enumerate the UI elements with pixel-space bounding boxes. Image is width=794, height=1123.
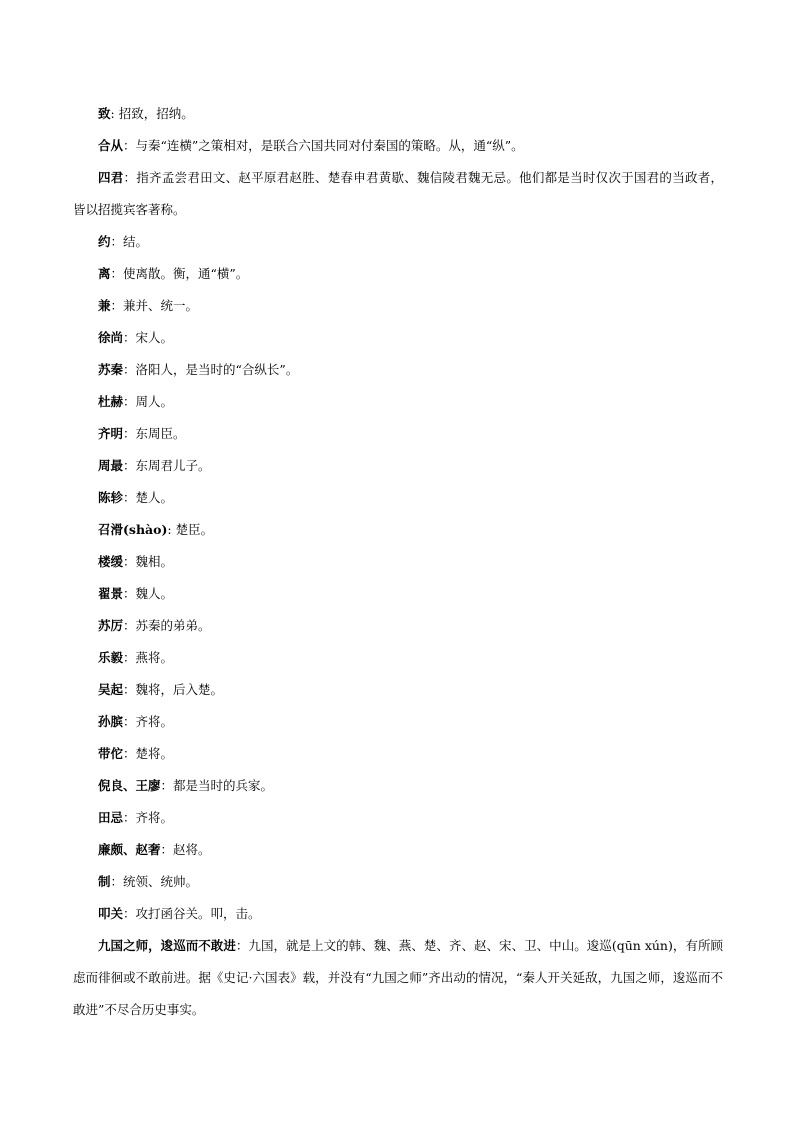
glossary-separator: ： bbox=[123, 170, 137, 185]
glossary-entry bbox=[73, 930, 723, 1026]
glossary-separator: ： bbox=[235, 938, 249, 953]
glossary-term: 离 bbox=[98, 266, 111, 281]
glossary-definition: 宋人。 bbox=[135, 330, 174, 345]
glossary-term: 倪良、王廖 bbox=[98, 778, 161, 793]
glossary-term: 兼 bbox=[98, 298, 111, 313]
glossary-definition: 燕将。 bbox=[135, 650, 174, 665]
glossary-definition: 东周君儿子。 bbox=[135, 458, 211, 473]
glossary-definition: 周人。 bbox=[135, 394, 174, 409]
glossary-entry bbox=[73, 386, 723, 418]
glossary-term: 苏厉 bbox=[98, 618, 124, 633]
glossary-entry bbox=[73, 546, 723, 578]
glossary-definition: 赵将。 bbox=[173, 842, 211, 857]
glossary-term: 制 bbox=[98, 874, 111, 889]
glossary-separator: ： bbox=[110, 266, 124, 281]
glossary-separator: ： bbox=[123, 458, 136, 473]
glossary-term: 约 bbox=[98, 234, 111, 249]
glossary-definition: 招致，招纳。 bbox=[118, 106, 194, 121]
glossary-entry bbox=[73, 482, 723, 514]
glossary-separator: ： bbox=[123, 362, 136, 377]
glossary-separator: ： bbox=[160, 842, 174, 857]
glossary-term: 合从 bbox=[98, 138, 124, 153]
glossary-definition: 统领、统帅。 bbox=[123, 874, 199, 889]
glossary-separator: ： bbox=[123, 650, 136, 665]
glossary-definition: 苏秦的弟弟。 bbox=[135, 618, 211, 633]
glossary-term: 吴起 bbox=[98, 682, 124, 697]
glossary-term: 四君 bbox=[98, 170, 124, 185]
glossary-entry bbox=[73, 290, 723, 322]
glossary-entry bbox=[73, 770, 723, 802]
glossary-entry bbox=[73, 98, 723, 130]
glossary-definition: 结。 bbox=[123, 234, 149, 249]
glossary-term: 孙膑 bbox=[98, 714, 124, 729]
glossary-term: 廉颇、赵奢 bbox=[98, 842, 161, 857]
glossary-definition: 楚臣。 bbox=[175, 522, 214, 537]
glossary-definition: 都是当时的兵家。 bbox=[173, 778, 274, 793]
glossary-entry bbox=[73, 642, 723, 674]
glossary-separator: ： bbox=[123, 426, 136, 441]
glossary-term: 徐尚 bbox=[98, 330, 124, 345]
glossary-separator: : bbox=[167, 522, 176, 537]
glossary-definition: 兼并、统一。 bbox=[123, 298, 199, 313]
glossary-definition: 楚人。 bbox=[135, 490, 174, 505]
glossary-entry bbox=[73, 706, 723, 738]
glossary-definition: 九国，就是上文的韩、魏、燕、楚、齐、赵、宋、卫、中山。逡巡(qūn xún)，有所顾虑而徘徊或不敢前进。据《史记·六国表》载，并没有“九国之师”齐出动的情况，“秦人开关延敌，九国之师，逡巡而不敢进”不尽合历史事实。 bbox=[73, 938, 723, 1017]
glossary-entry bbox=[73, 226, 723, 258]
glossary-term: 楼缓 bbox=[98, 554, 124, 569]
glossary-separator: ： bbox=[123, 586, 136, 601]
glossary-entry bbox=[73, 866, 723, 898]
glossary-definition: 魏相。 bbox=[135, 554, 174, 569]
glossary-separator: ： bbox=[123, 330, 136, 345]
glossary-entry bbox=[73, 802, 723, 834]
glossary-term: 叩关 bbox=[98, 906, 124, 921]
glossary-separator: ： bbox=[123, 906, 136, 921]
glossary-entry bbox=[73, 514, 723, 546]
glossary-separator: ： bbox=[123, 746, 136, 761]
glossary-definition: 楚将。 bbox=[135, 746, 174, 761]
glossary-separator: ： bbox=[123, 714, 136, 729]
glossary-separator: ： bbox=[160, 778, 174, 793]
glossary-term: 齐明 bbox=[98, 426, 124, 441]
glossary-entry bbox=[73, 450, 723, 482]
glossary-separator: ： bbox=[110, 234, 124, 249]
glossary-definition: 魏将，后入楚。 bbox=[135, 682, 224, 697]
glossary-separator: : bbox=[110, 106, 119, 121]
glossary-term: 陈轸 bbox=[98, 490, 124, 505]
glossary-separator: ： bbox=[123, 490, 136, 505]
glossary-separator: ： bbox=[123, 810, 136, 825]
glossary-entry bbox=[73, 354, 723, 386]
glossary-definition: 洛阳人，是当时的“合纵长”。 bbox=[135, 362, 299, 377]
glossary-definition: 指齐孟尝君田文、赵平原君赵胜、楚春申君黄歇、魏信陵君魏无忌。他们都是当时仅次于国君的当政者，皆以招揽宾客著称。 bbox=[73, 170, 723, 217]
glossary-separator: ： bbox=[110, 298, 124, 313]
glossary-entry bbox=[73, 610, 723, 642]
glossary-definition: 与秦“连横”之策相对，是联合六国共同对付秦国的策略。从，通“纵”。 bbox=[135, 138, 524, 153]
glossary-term: 翟景 bbox=[98, 586, 124, 601]
glossary-definition: 齐将。 bbox=[135, 714, 174, 729]
glossary-term: 周最 bbox=[98, 458, 124, 473]
glossary-entry bbox=[73, 258, 723, 290]
glossary-separator: ： bbox=[123, 554, 136, 569]
glossary-separator: ： bbox=[123, 682, 136, 697]
glossary-definition: 魏人。 bbox=[135, 586, 174, 601]
glossary-definition: 使离散。衡，通“横”。 bbox=[123, 266, 249, 281]
glossary-entry bbox=[73, 578, 723, 610]
glossary-entry bbox=[73, 834, 723, 866]
glossary-term: 带佗 bbox=[98, 746, 124, 761]
glossary-term: 致 bbox=[98, 106, 111, 121]
glossary-definition: 齐将。 bbox=[135, 810, 174, 825]
glossary-term: 苏秦 bbox=[98, 362, 124, 377]
glossary-entry bbox=[73, 162, 723, 226]
glossary-term: 乐毅 bbox=[98, 650, 124, 665]
glossary-term: 九国之师，逡巡而不敢进 bbox=[98, 938, 236, 953]
glossary-page bbox=[73, 98, 723, 1026]
glossary-entry bbox=[73, 418, 723, 450]
glossary-separator: ： bbox=[123, 618, 136, 633]
glossary-entry bbox=[73, 130, 723, 162]
glossary-entry bbox=[73, 898, 723, 930]
glossary-term: 田忌 bbox=[98, 810, 124, 825]
glossary-separator: ： bbox=[110, 874, 124, 889]
glossary-entry bbox=[73, 738, 723, 770]
glossary-definition: 攻打函谷关。叩，击。 bbox=[135, 906, 261, 921]
glossary-term: 召滑(shào) bbox=[98, 522, 168, 537]
glossary-entry bbox=[73, 674, 723, 706]
glossary-separator: ： bbox=[123, 138, 136, 153]
glossary-separator: ： bbox=[123, 394, 136, 409]
glossary-entry bbox=[73, 322, 723, 354]
glossary-term: 杜赫 bbox=[98, 394, 124, 409]
glossary-definition: 东周臣。 bbox=[135, 426, 186, 441]
